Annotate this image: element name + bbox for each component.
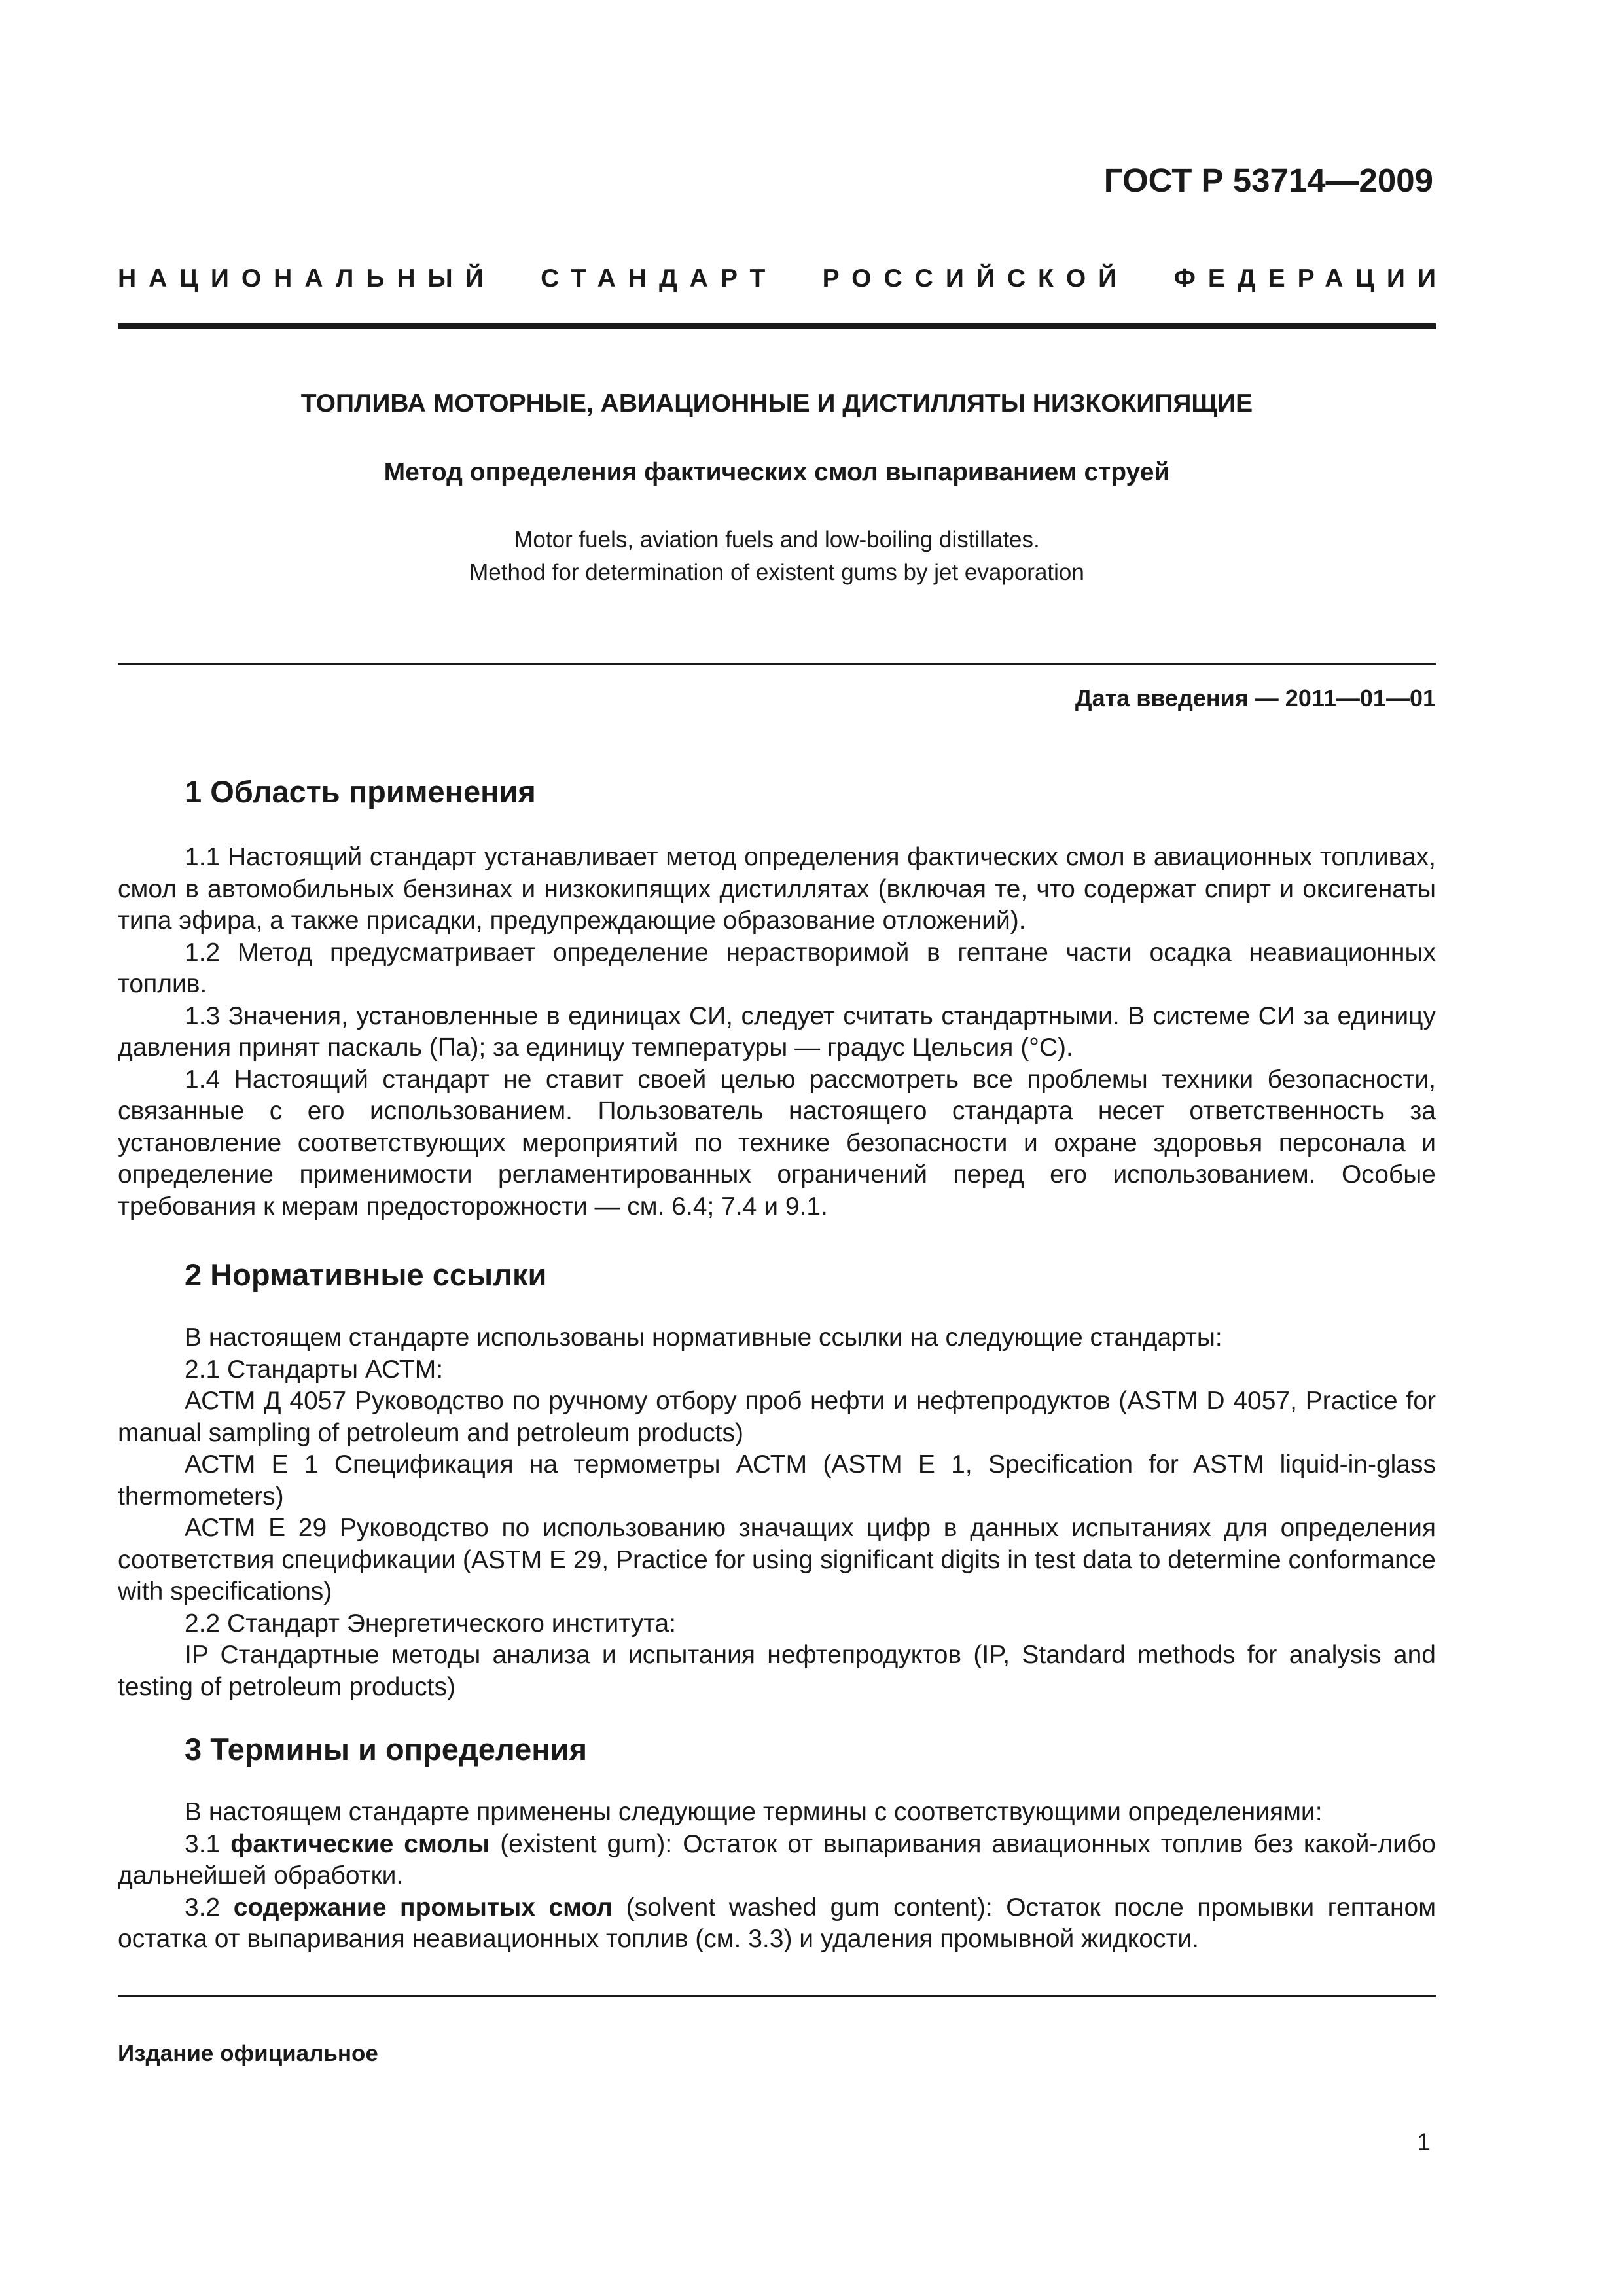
section-body (118, 1797, 1436, 1956)
term-name: содержание промытых смол (233, 1893, 613, 1922)
paragraph: В настоящем стандарте использованы нормативные ссылки на следующие стандарты: (185, 1323, 1222, 1352)
banner-word: СТАНДАРТ (541, 264, 778, 293)
term-definition (118, 1892, 1436, 1956)
term-text: (solvent washed gum content): Остаток после промывки гептаном остатка от выпаривания неавиационных топлив (см. 3.3) и удаления промывной жидкости. (118, 1893, 1436, 1953)
term-definition (118, 1829, 1436, 1892)
paragraph: 1.3 Значения, установленные в единицах СИ, следует считать стандартными. В системе СИ за единицу давления принят паскаль (Па); за единицу температуры — градус Цельсия (°С). (118, 1001, 1436, 1062)
section-heading: 3 Термины и определения (185, 1732, 587, 1767)
section-body (118, 1322, 1436, 1703)
official-edition-label: Издание официальное (118, 2041, 378, 2066)
paragraph: 1.4 Настоящий стандарт не ставит своей целью рассмотреть все проблемы техники безопасности, связанные с его использованием. Пользователь настоящего стандарта несет ответственность за установление соответствующих мероприятий по технике безопасности и охране здоровья персонала и определение применимости регламентированных ограничений перед его использованием. Особые требования к мерам предосторожности — см. 6.4; 7.4 и 9.1. (118, 1065, 1436, 1221)
document-title: ТОПЛИВА МОТОРНЫЕ, АВИАЦИОННЫЕ И ДИСТИЛЛЯТЫ НИЗКОКИПЯЩИЕ (300, 389, 1253, 418)
header-divider (118, 323, 1436, 329)
english-title-line: Motor fuels, aviation fuels and low-boiling distillates. (514, 527, 1040, 552)
reference-item: АСТМ Д 4057 Руководство по ручному отбору проб нефти и нефтепродуктов (ASTM D 4057, Practice for manual sampling of petroleum and petroleum products) (118, 1387, 1436, 1447)
national-standard-banner (118, 264, 1448, 293)
section-heading: 1 Область применения (185, 774, 536, 809)
banner-word: ФЕДЕРАЦИИ (1173, 264, 1448, 293)
reference-item: АСТМ Е 29 Руководство по использованию значащих цифр в данных испытаниях для определения соответствия спецификации (ASTM E 29, Practice for using significant digits in test data to determine conformance with specifications) (118, 1514, 1436, 1605)
paragraph: В настоящем стандарте применены следующие термины с соответствующими определениями: (185, 1798, 1323, 1826)
paragraph: 1.1 Настоящий стандарт устанавливает метод определения фактических смол в авиационных топливах, смол в автомобильных бензинах и низкокипящих дистиллятах (включая те, что содержат спирт и оксигенаты типа эфира, а также присадки, предупреждающие образование отложений). (118, 843, 1436, 935)
section-body (118, 842, 1436, 1223)
term-name: фактические смолы (230, 1829, 490, 1858)
reference-item: АСТМ Е 1 Спецификация на термометры АСТМ (ASTM E 1, Specification for ASTM liquid-in-glass thermometers) (118, 1450, 1436, 1511)
term-number: 3.2 (185, 1893, 221, 1922)
title-divider (118, 663, 1436, 665)
paragraph: 2.1 Стандарты АСТМ: (185, 1355, 444, 1384)
term-number: 3.1 (185, 1829, 221, 1858)
reference-item: IP Стандартные методы анализа и испытания нефтепродуктов (IP, Standard methods for analysis and testing of petroleum products) (118, 1641, 1436, 1701)
paragraph: 2.2 Стандарт Энергетического института: (185, 1609, 677, 1638)
page-number: 1 (1417, 2128, 1431, 2155)
footer-divider (118, 1995, 1436, 1997)
banner-word: РОССИЙСКОЙ (822, 264, 1130, 293)
banner-word: НАЦИОНАЛЬНЫЙ (118, 264, 496, 293)
english-title (118, 524, 1436, 589)
english-title-line: Method for determination of existent gums by jet evaporation (469, 560, 1084, 585)
gost-number: ГОСТ Р 53714—2009 (1103, 162, 1433, 199)
method-title: Метод определения фактических смол выпариванием струей (383, 458, 1170, 486)
paragraph: 1.2 Метод предусматривает определение нерастворимой в гептане части осадка неавиационных топлив. (118, 938, 1436, 998)
introduction-date: Дата введения — 2011—01—01 (1075, 685, 1436, 711)
section-heading: 2 Нормативные ссылки (185, 1257, 547, 1292)
term-text: (existent gum): Остаток от выпаривания авиационных топлив без какой-либо дальнейшей обработки. (118, 1829, 1436, 1890)
